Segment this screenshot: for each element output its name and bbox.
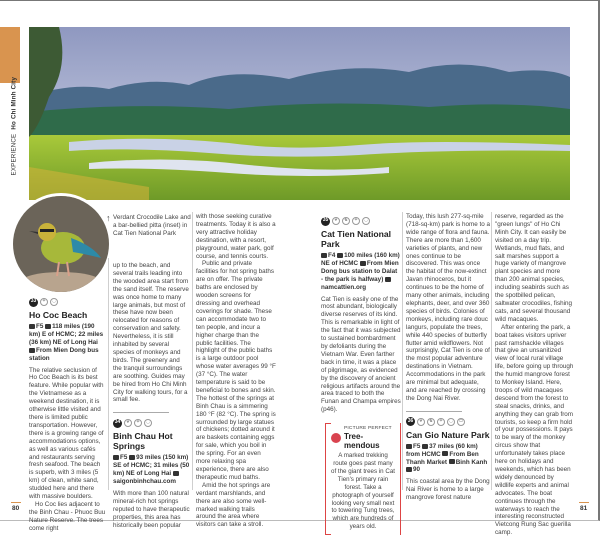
car-icon: [45, 324, 51, 329]
lightbulb-icon: ✦: [135, 419, 141, 426]
section-city: Ho Chi Minh City: [10, 76, 18, 130]
entry-number-badge: 34: [113, 419, 122, 428]
entry-info: [321, 252, 401, 292]
entry-markers: [406, 417, 490, 427]
bus-info: From Ben Thanh Market: [406, 450, 479, 466]
map-icon: [29, 324, 35, 329]
body-paragraph: After entering the park, a boat takes visitors upriver past ramshackle villages that give an unsanitized view of local rural village life, before going up through the humid mangrove forest to Monkey Island. Here, troops of wild macaques descend from the forest to steal snacks, drinks, and anything they can grab from tourists, so keep a firm hold of your possessions. It pays to be wary of the monkey circus show that unfortunately takes place here on holidays and weekends, which has been widely denounced by wildlife experts and animal advocates. The boat continues through the waterways to reach the interesting reconstructed Vietcong Rung Sac guerilla camp.: [495, 323, 574, 537]
website-link[interactable]: saigonbinhchau.com: [113, 478, 176, 486]
separator-line: [406, 411, 462, 412]
column-divider: [402, 212, 403, 490]
bus-info: From Mien Dong bus station to Dalat - the park is halfway): [321, 259, 399, 283]
column-6: [495, 213, 574, 537]
entry-title: Can Gio Nature Park: [406, 429, 490, 440]
entry-cat-tien: [321, 216, 401, 535]
entry-title: Cat Tien National Park: [321, 229, 392, 249]
arrow-up-icon: ↑: [106, 213, 111, 223]
box-body: A marked trekking route goes past many of the giant trees in Cat Tien's primary rain forest. Take a photograph of yourself looking very small next to towering Tung trees, which are hundreds of years old.: [331, 452, 395, 531]
entry-markers: [113, 418, 190, 428]
hero-photo-crocodile-lake: [29, 27, 570, 200]
entry-number-badge: 35: [321, 217, 330, 226]
body-paragraph: This coastal area by the Dong Nai River is home to a large mangrove forest nature: [406, 478, 490, 502]
entry-number-badge: 36: [406, 417, 415, 426]
page-number-left: 80: [12, 505, 20, 512]
entry-info: [113, 454, 190, 486]
speech-icon: ◡: [363, 217, 369, 224]
map-icon: [113, 455, 119, 460]
animal-icon: ♞: [428, 417, 434, 424]
bus-info: From Mien Dong bus station: [29, 346, 99, 362]
car-icon: [422, 444, 428, 449]
lightbulb-icon: ✦: [438, 417, 444, 424]
column-divider: [491, 212, 492, 490]
speech-icon: ◡: [145, 419, 151, 426]
entry-markers: [29, 297, 106, 307]
bus-icon: [360, 261, 366, 266]
camera-icon: [331, 433, 341, 443]
entry-number-badge: 33: [29, 298, 38, 307]
cup-icon: ◘: [457, 418, 465, 426]
ferry-info: Binh Kanh: [455, 458, 488, 466]
bus-icon: [442, 451, 448, 456]
speech-icon: ◡: [51, 298, 57, 305]
map-ref: F5: [120, 454, 128, 462]
map-ref: F4: [328, 252, 336, 259]
page-number-right: 81: [580, 505, 588, 512]
entry-info: [406, 443, 490, 475]
entry-title: Binh Chau Hot Springs: [113, 431, 173, 452]
map-ref: F5: [36, 323, 44, 330]
website-link[interactable]: namcattien.org: [321, 283, 367, 291]
distance: 37 miles (60 km) from HCMC: [406, 442, 478, 458]
column-2: [113, 262, 190, 529]
web-icon: [385, 277, 391, 282]
lightbulb-icon: ✦: [353, 217, 359, 224]
leaf-icon: ❦: [125, 419, 131, 426]
bus-icon: [29, 348, 35, 353]
box-header: [331, 426, 395, 450]
web-icon: [173, 471, 179, 476]
column-divider: [108, 258, 109, 490]
pitta-bird-inset-photo: [10, 193, 112, 295]
lightbulb-icon: ✦: [41, 298, 47, 305]
car-icon: [129, 455, 135, 460]
section-name: EXPERIENCE: [10, 133, 18, 176]
box-heading: [344, 426, 395, 450]
map-ref: F5: [413, 442, 421, 450]
picture-perfect-box: [325, 423, 401, 535]
distance: 100 miles (160 km) NE of HCMC: [321, 252, 400, 267]
distance: 118 miles (190 km) E of HCMC; 22 miles (36 km) NE of Long Hai: [29, 323, 104, 346]
ferry-icon: [449, 459, 455, 464]
bus-route-icon: [406, 467, 412, 472]
body-paragraph: With more than 100 natural mineral-rich hot springs reputed to have therapeutic properties, this area has historically been popular: [113, 489, 190, 529]
body-paragraph: Today, this lush 277-sq-mile (718-sq-km) park is home to a wide range of flora and fauna. There are more than 1,600 varieties of plants, and new ones continue to be discovered. This was once the habitat of the now-extinct Javan rhinoceros, but it continues to be the home of many other animals, including elephants, deer, and over 360 species of birds. Colonies of monkeys, including rare douc langurs, populate the trees, while 440 species of butterfly flutter amid wildflowers. Not surprisingly, Cat Tien is one of the most popular adventure destinations in Vietnam. Accommodations in the park are minimal but adequate, and are reached by crossing the Dong Nai River.: [406, 213, 490, 402]
photo-caption-text: Verdant Crocodile Lake and a bar-bellied pitta (inset) in Cat Tien National Park: [113, 214, 191, 237]
entry-ho-coc-beach: [29, 297, 106, 533]
column-divider: [192, 212, 193, 490]
box-kicker: PICTURE PERFECT: [344, 426, 392, 432]
body-paragraph: Cat Tien is easily one of the most abundant, biologically diverse reserves of its kind. This is remarkable in light of the fact that it was subjected to sustained bombardment by defoliants during the Vietnam War. Even farther back in time, it was a place of pilgrimage, as evidenced by the discovery of ancient religious artifacts around the area traced to both the Funan and Champa empires (p46).: [321, 295, 401, 414]
car-icon: [337, 253, 343, 258]
leaf-icon: ❦: [418, 417, 424, 424]
body-paragraph: reserve, regarded as the "green lungs" of Ho Chi Minh City. It can easily be visited on a day trip. Wetlands, mud flats, and salt marshes support a huge variety of mangrove plant species and more than 200 animal species, including seabirds such as the spotbilled pelican, saltwater crocodiles, fishing cats, and several thousand wild macaques.: [495, 213, 572, 323]
distance: 93 miles (150 km) SE of HCMC; 31 miles (50 km) NE of Long Hai: [113, 454, 190, 478]
body-paragraph: with those seeking curative treatments. Today it is also a very attractive holiday destination, with a resort, playground, water park, golf course, and tennis courts.: [196, 213, 276, 260]
section-label: [10, 76, 18, 176]
body-paragraph: Ho Coc lies adjacent to the Binh Chau - Phuoc Buu Nature Reserve. The trees come right: [29, 500, 106, 532]
entry-title: Ho Coc Beach: [29, 310, 88, 320]
speech-icon: ◡: [448, 417, 454, 424]
bus-route: 90: [413, 466, 421, 474]
photo-caption: [106, 213, 191, 238]
entry-markers: [321, 216, 401, 226]
separator-line: [113, 412, 169, 413]
entry-info: [29, 323, 106, 363]
map-icon: [321, 253, 327, 258]
body-paragraph: The relative seclusion of Ho Coc Beach is its best feature. While popular with the Vietnamese as a weekend destination, it is otherwise little visited and there is limited public transportation. However, there is a growing range of accommodations options, as well as various cafés and restaurants serving fresh seafood. The beach is superb, with 3 miles (5 km) of clean, white sand, studded here and there with massive boulders.: [29, 366, 104, 501]
map-icon: [406, 444, 412, 449]
body-paragraph: Amid the hot springs are verdant marshlands, and there are also some well-marked walking trails around the area where visitors can take a stroll.: [196, 481, 271, 529]
body-paragraph: Public and private facilities for hot spring baths are on offer. The private baths are enclosed by wooden screens for dressing and overhead coverings for shade. These can accommodate two to ten people, and incur a higher charge than the public facilities. The highlight of the public baths is a large outdoor pool whose water averages 99 °F (37 °C). The water temperature is said to be beneficial to bones and skin. The hottest of the springs at Binh Chau is a simmering 180 °F (82 °C). The spring is surrounded by large statues of chickens; dotted around it are baskets containing eggs for sale, which you boil in the spring. For an even more relaxing spa experience, there are also therapeutic mud baths.: [196, 260, 276, 481]
column-3: [196, 213, 276, 529]
section-tab: [0, 27, 20, 83]
column-5: [406, 213, 490, 502]
leaf-icon: ❦: [333, 217, 339, 224]
body-paragraph: up to the beach, and several trails leading into the wooded area start from the sand itself. The reserve was once home to many large animals, but most of these have now been relocated for reasons of conservation and safety. Nevertheless, it is still inhabited by several species of monkeys and birds. The greenery and the tranquil surroundings are soothing. Guides may be hired from Ho Chi Minh City for walking tours, for a small fee.: [113, 262, 189, 404]
box-title: Tree-mendous: [344, 432, 380, 451]
animal-icon: ♞: [343, 217, 349, 224]
